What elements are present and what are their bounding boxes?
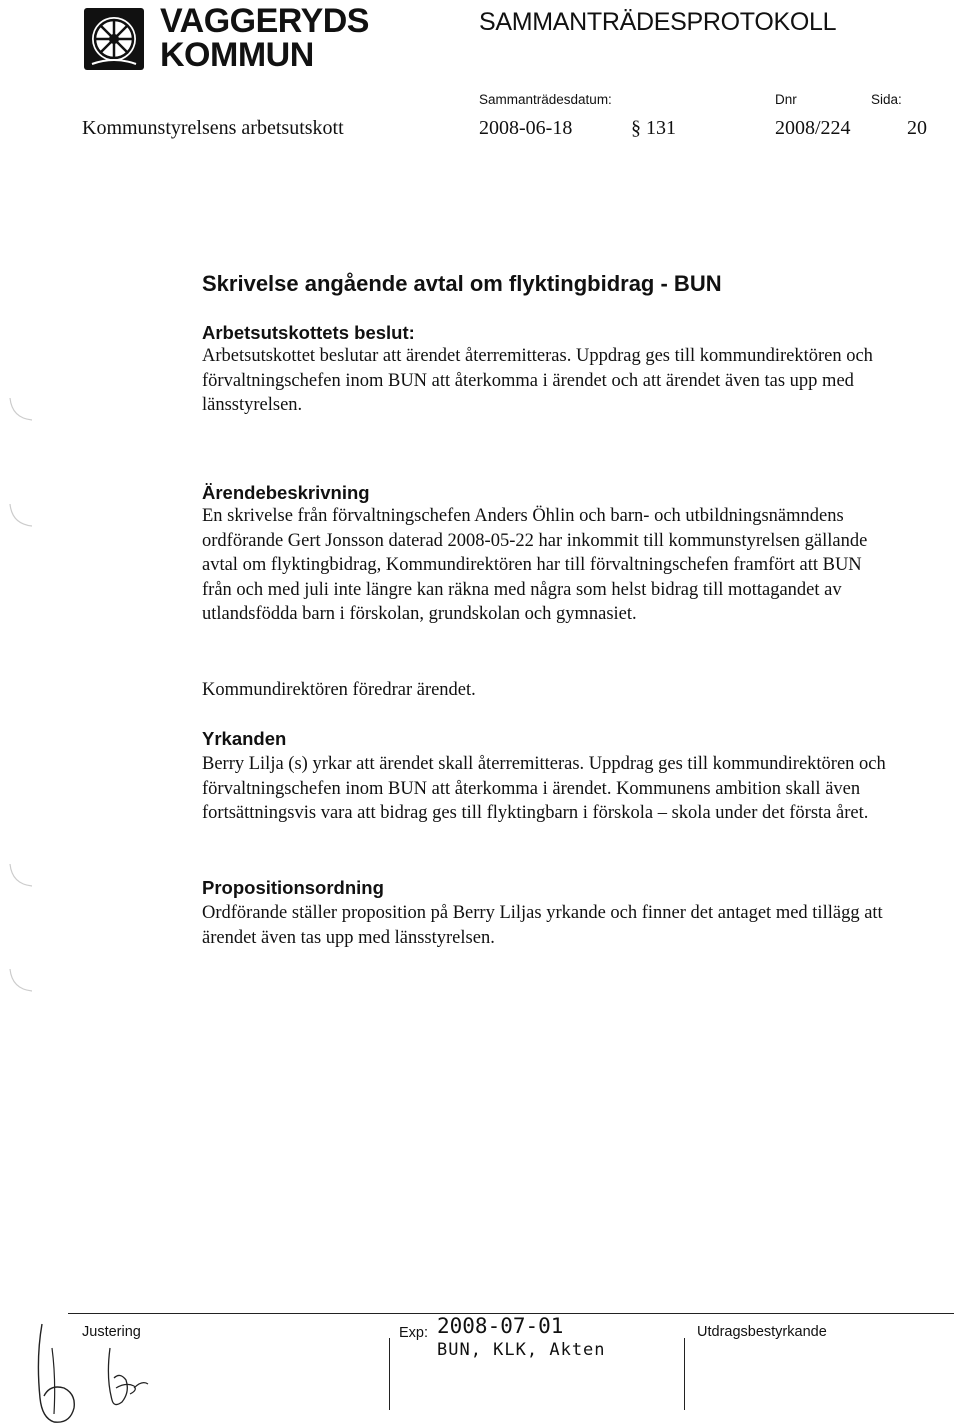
handwritten-signature-icon: [30, 1318, 180, 1426]
document-type: SAMMANTRÄDESPROTOKOLL: [479, 8, 837, 36]
dnr-label: Dnr: [775, 92, 797, 107]
committee-name: Kommunstyrelsens arbetsutskott: [82, 117, 344, 139]
scan-mark-icon: [6, 965, 36, 995]
motions-text: Berry Lilja (s) yrkar att ärendet skall återremitteras. Uppdrag ges till kommundirektören och förvaltningschefen inom BUN att återkomma i ärendet. Kommunens ambition skall även fortsättningsvis vara att bidrag ges till flyktingbarn i förskola – skola under det första året.: [202, 754, 886, 823]
dnr-number: 2008/224: [775, 117, 851, 139]
meeting-date: 2008-06-18: [479, 117, 573, 139]
meeting-date-label: Sammanträdesdatum:: [479, 92, 612, 107]
org-name-line2: KOMMUN: [160, 36, 314, 74]
scan-mark-icon: [6, 860, 36, 890]
scan-mark-icon: [6, 394, 36, 424]
certification-label: Utdragsbestyrkande: [697, 1324, 827, 1340]
paragraph-number: § 131: [631, 117, 676, 139]
presentation-text: Kommundirektören föredrar ärendet.: [202, 680, 476, 700]
page-title: Skrivelse angående avtal om flyktingbidrag - BUN: [202, 271, 722, 296]
footer-column-divider: [684, 1338, 685, 1410]
page-label: Sida:: [871, 92, 902, 107]
exp-distribution: BUN, KLK, Akten: [437, 1340, 606, 1360]
case-description-heading: Ärendebeskrivning: [202, 482, 370, 503]
decision-heading: Arbetsutskottets beslut:: [202, 322, 415, 343]
proposition-text: Ordförande ställer proposition på Berry Liljas yrkande och finner det antaget med tillägg att ärendet även tas upp med länsstyrelsen.: [202, 903, 883, 948]
case-description-text: En skrivelse från förvaltningschefen Anders Öhlin och barn- och utbildningsnämndens ordförande Gert Jonsson daterad 2008-05-22 har inkommit till kommunstyrelsen gällande avtal om flyktingbidrag, Kommundirektören har till förvaltningschefen framfört att BUN från och med juli inte längre kan räkna med några som helst bidrag till mottagandet av utlandsfödda barn i förskolan, grundskolan och gymnasiet.: [202, 506, 868, 624]
proposition-heading: Propositionsordning: [202, 877, 384, 898]
motions-heading: Yrkanden: [202, 728, 287, 749]
org-name-line1: VAGGERYDS: [160, 2, 369, 40]
decision-text: Arbetsutskottet beslutar att ärendet återremitteras. Uppdrag ges till kommundirektören och förvaltningschefen inom BUN att återkomma i ärendet och att ärendet även tas upp med länsstyrelsen.: [202, 346, 873, 415]
page-number: 20: [907, 117, 927, 139]
justering-label: Justering: [82, 1324, 141, 1340]
footer-column-divider: [389, 1338, 390, 1410]
exp-label: Exp:: [399, 1325, 429, 1341]
exp-date-stamp: 2008-07-01: [437, 1314, 564, 1338]
scan-mark-icon: [6, 500, 36, 530]
municipal-seal-icon: [82, 6, 146, 72]
